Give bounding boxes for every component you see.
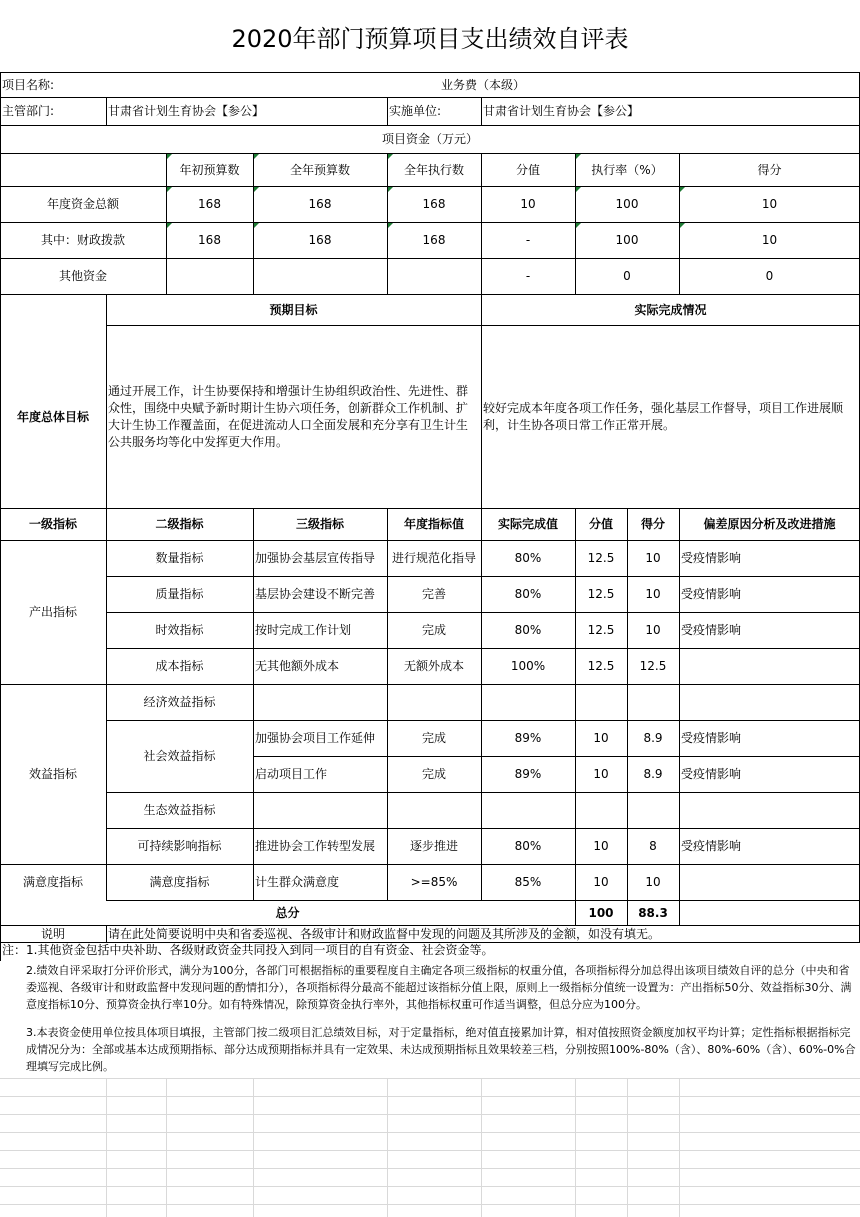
funds-header: 全年执行数 xyxy=(403,162,464,177)
indicator-header: 得分 xyxy=(640,517,665,531)
score-value: 12.5 xyxy=(587,587,615,601)
funds-value: 0 xyxy=(765,269,774,283)
funds-value: 168 xyxy=(422,197,446,211)
funds-value: - xyxy=(525,233,531,247)
level1-satisfaction: 满意度指标 xyxy=(22,875,83,889)
level1-output: 产出指标 xyxy=(28,605,77,619)
goals-actual-header: 实际完成情况 xyxy=(634,302,707,317)
target-value: 无额外成本 xyxy=(403,659,464,673)
funds-value: 0 xyxy=(623,269,631,283)
funds-value: 168 xyxy=(422,233,446,247)
indicator-header: 二级指标 xyxy=(155,517,204,531)
score-value: 12.5 xyxy=(587,623,615,637)
reason: 受疫情影响 xyxy=(681,551,742,565)
explanation-text: 请在此处简要说明中央和省委巡视、各级审计和财政监督中发现的问题及其所涉及的金额，如没有填无。 xyxy=(108,926,661,941)
target-value: 完成 xyxy=(421,623,446,637)
reason xyxy=(679,684,860,720)
funds-header: 分值 xyxy=(515,162,540,177)
reason xyxy=(679,792,860,828)
level3-item: 计生群众满意度 xyxy=(255,875,340,889)
funds-header: 得分 xyxy=(757,162,782,177)
level3-item: 启动项目工作 xyxy=(255,767,328,781)
reason: 受疫情影响 xyxy=(681,839,742,853)
score: 10 xyxy=(645,623,661,637)
funds-value: 10 xyxy=(761,197,778,211)
dept-label: 主管部门: xyxy=(2,104,55,118)
total-label: 总分 xyxy=(275,905,300,920)
funds-row-label: 其他资金 xyxy=(58,269,107,283)
funds-value: 168 xyxy=(198,197,221,211)
level3-item: 加强协会基层宣传指导 xyxy=(255,551,376,565)
indicator-header: 偏差原因分析及改进措施 xyxy=(703,517,836,531)
indicator-header: 实际完成值 xyxy=(497,517,558,531)
score: 10 xyxy=(645,551,661,565)
funds-value: 168 xyxy=(308,197,332,211)
level2-item: 满意度指标 xyxy=(149,875,210,889)
score: 12.5 xyxy=(639,659,667,673)
score-value: 12.5 xyxy=(587,659,615,673)
funds-header: 年初预算数 xyxy=(179,162,240,177)
actual-value: 80% xyxy=(514,839,542,853)
funds-value xyxy=(387,258,481,294)
goals-row-label: 年度总体目标 xyxy=(16,410,89,424)
funds-value: - xyxy=(525,269,531,283)
funds-value: 10 xyxy=(761,233,778,247)
level3-item: 基层协会建设不断完善 xyxy=(255,587,376,601)
funds-header: 执行率（%） xyxy=(591,162,663,177)
funds-value: 100 xyxy=(615,233,639,247)
impl-label: 实施单位: xyxy=(389,104,442,118)
level3-item: 推进协会工作转型发展 xyxy=(255,839,376,853)
funds-section-label: 项目资金（万元） xyxy=(381,132,478,146)
actual-value: 89% xyxy=(514,731,542,745)
page-title: 2020年部门预算项目支出绩效自评表 xyxy=(231,24,629,53)
score: 8 xyxy=(649,839,657,853)
total-value: 100 xyxy=(588,905,614,920)
dept-value: 甘肃省计划生育协会【参公】 xyxy=(108,104,265,118)
reason: 受疫情影响 xyxy=(681,587,742,601)
total-score: 88.3 xyxy=(638,905,668,920)
target-value xyxy=(387,792,481,828)
level3-item: 无其他额外成本 xyxy=(255,659,340,673)
goals-actual-text: 较好完成本年度各项工作任务，强化基层工作督导，项目工作进展顺利，计生协各项日常工作正常开展。 xyxy=(483,400,844,432)
level2-item: 生态效益指标 xyxy=(143,803,216,817)
goals-expected-text: 通过开展工作，计生协要保持和增强计生协组织政治性、先进性、群众性，围绕中央赋予新时期计生协六项任务，创新群众工作机制、扩大计生协工作覆盖面，在促进流动人口全面发展和充分享有卫生计生公共服务均等化中发挥更大作用。 xyxy=(108,383,469,449)
indicator-header: 一级指标 xyxy=(28,517,77,531)
reason xyxy=(679,648,860,684)
note-3: 3.本表资金使用单位按具体项目填报，主管部门按二级项目汇总绩效目标，对于定量指标，绝对值直接累加计算，相对值按照资金额度加权平均计算；定性指标根据指标完成情况分为：全部或基本达成预期指标、部分达成预期指标并具有一定效果、未达成预期指标且效果较差三档，分别按照100%-80%（含）、80%-60%（含）、60%-0%合理填写完成比例。 xyxy=(26,1026,856,1073)
target-value: 完成 xyxy=(421,767,446,781)
explanation-label: 说明 xyxy=(40,926,65,941)
target-value: 完成 xyxy=(421,731,446,745)
funds-value: 100 xyxy=(615,197,639,211)
score-value: 10 xyxy=(593,839,609,853)
score xyxy=(627,792,679,828)
level3-item: 加强协会项目工作延伸 xyxy=(255,731,376,745)
score: 8.9 xyxy=(643,767,663,781)
score-value xyxy=(575,792,627,828)
level2-item: 质量指标 xyxy=(155,587,204,601)
score: 10 xyxy=(645,875,661,889)
funds-value: 168 xyxy=(308,233,332,247)
project-name-label: 项目名称: xyxy=(2,77,55,92)
level2-item: 社会效益指标 xyxy=(143,749,216,763)
level3-item: 按时完成工作计划 xyxy=(255,623,352,637)
level2-item: 时效指标 xyxy=(155,623,204,637)
indicator-header: 三级指标 xyxy=(295,517,344,531)
score-value: 12.5 xyxy=(587,551,615,565)
level3-item xyxy=(253,684,387,720)
note-2: 2.绩效自评采取打分评价形式，满分为100分，各部门可根据指标的重要程度自主确定各项三级指标的权重分值，各项指标得分加总得出该项目绩效自评的总分（中央和省委巡视、各级审计和财政监督中发现问题的酌情扣分），各项指标得分最高不能超过该指标分值上限，原则上一级指标分值统一设置为：产出指标50分、效益指标30分、满意度指标10分、预算资金执行率10分。如有特殊情况，除预算资金执行率外，其他指标权重可作适当调整，但总分应为100分。 xyxy=(26,964,852,1011)
score: 10 xyxy=(645,587,661,601)
score-value: 10 xyxy=(593,731,609,745)
goals-expected-header: 预期目标 xyxy=(269,302,318,317)
level2-item: 可持续影响指标 xyxy=(137,839,222,853)
target-value xyxy=(387,684,481,720)
level3-item xyxy=(253,792,387,828)
actual-value: 80% xyxy=(514,551,542,565)
funds-value xyxy=(253,258,387,294)
target-value: >=85% xyxy=(410,875,458,889)
actual-value: 100% xyxy=(510,659,546,673)
project-name-value: 业务费（本级） xyxy=(440,77,525,92)
indicator-header: 分值 xyxy=(588,517,613,531)
funds-value: 168 xyxy=(198,233,221,247)
score-value: 10 xyxy=(593,767,609,781)
actual-value xyxy=(481,684,575,720)
reason xyxy=(679,864,860,900)
score: 8.9 xyxy=(643,731,663,745)
impl-value: 甘肃省计划生育协会【参公】 xyxy=(483,104,640,118)
level2-item: 数量指标 xyxy=(155,551,204,565)
actual-value: 85% xyxy=(514,875,542,889)
level2-item: 经济效益指标 xyxy=(143,695,216,709)
score-value: 10 xyxy=(593,875,609,889)
funds-row-label: 其中：财政拨款 xyxy=(40,233,125,247)
funds-value xyxy=(166,258,253,294)
target-value: 进行规范化指导 xyxy=(391,551,476,565)
actual-value: 80% xyxy=(514,623,542,637)
actual-value: 80% xyxy=(514,587,542,601)
reason: 受疫情影响 xyxy=(681,767,742,781)
reason: 受疫情影响 xyxy=(681,731,742,745)
funds-row-label: 年度资金总额 xyxy=(46,197,119,211)
score xyxy=(627,684,679,720)
score-value xyxy=(575,684,627,720)
indicator-header: 年度指标值 xyxy=(403,517,464,531)
actual-value xyxy=(481,792,575,828)
note-1: 注：1.其他资金包括中央补助、各级财政资金共同投入到同一项目的自有资金、社会资金等。 xyxy=(2,943,494,957)
target-value: 逐步推进 xyxy=(409,839,458,853)
funds-value: 10 xyxy=(520,197,536,211)
level2-item: 成本指标 xyxy=(155,659,204,673)
target-value: 完善 xyxy=(421,587,446,601)
level1-benefit: 效益指标 xyxy=(28,767,77,781)
actual-value: 89% xyxy=(514,767,542,781)
reason: 受疫情影响 xyxy=(681,623,742,637)
funds-header: 全年预算数 xyxy=(289,162,350,177)
